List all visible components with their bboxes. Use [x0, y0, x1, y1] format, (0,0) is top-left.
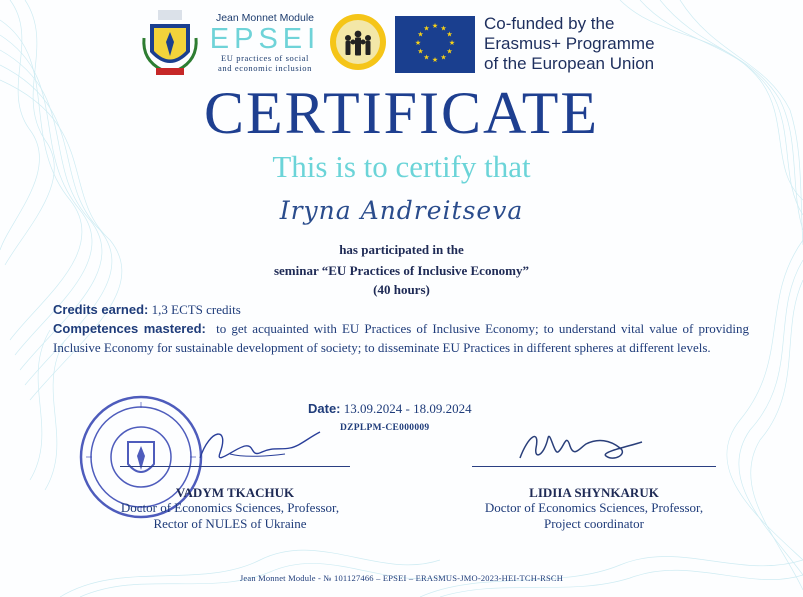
signatory-role-left-2: Rector of NULES of Ukraine	[153, 516, 307, 531]
module-name: EPSEI	[209, 23, 321, 55]
signatory-name-left: VADYM TKACHUK	[175, 485, 295, 500]
signatory-role-left-1: Doctor of Economics Sciences, Professor,	[120, 500, 340, 515]
erasmus-line2: Erasmus+ Programme	[484, 34, 655, 53]
group-circle-logo	[328, 12, 388, 72]
svg-text:★: ★	[423, 24, 430, 33]
recipient-name: Iryna Andreitseva	[279, 196, 524, 225]
eu-flag-icon	[395, 16, 475, 73]
credits-label: Credits earned:	[53, 302, 149, 317]
epsei-logo	[204, 12, 326, 78]
university-crest-icon	[140, 8, 200, 78]
credits-line	[53, 301, 241, 319]
seminar-text: seminar “EU Practices of Inclusive Economy”	[273, 263, 530, 278]
svg-text:★: ★	[440, 53, 447, 62]
svg-text:★: ★	[431, 56, 439, 64]
svg-text:★: ★	[448, 39, 456, 47]
certificate-title: CERTIFICATE	[203, 80, 600, 146]
svg-text:★: ★	[431, 22, 439, 30]
erasmus-line1: Co-funded by the	[484, 14, 615, 33]
signatory-name-right: LIDIIA SHYNKARUK	[529, 485, 659, 500]
participated-text: has participated in the	[339, 242, 464, 257]
certificate-code: DZPLPM-CE000009	[340, 423, 430, 433]
module-sub-line1: EU practices of social	[220, 53, 309, 63]
signatory-role-right-2: Project coordinator	[544, 516, 644, 531]
date-label: Date:	[308, 401, 341, 416]
svg-text:★: ★	[446, 47, 453, 56]
svg-text:★: ★	[414, 39, 422, 47]
svg-text:★: ★	[417, 47, 424, 56]
erasmus-line3: of the European Union	[484, 54, 655, 73]
svg-text:★: ★	[423, 53, 430, 62]
competences-value: to get acquainted with EU Practices of Inclusive Economy; to understand vital value of providing Inclusive Economy for sustainable development of society; to disseminate EU Practices in different spheres at different levels.	[53, 321, 750, 355]
signatory-role-right-1: Doctor of Economics Sciences, Professor,	[484, 500, 704, 515]
erasmus-cofunded-text	[484, 14, 655, 74]
module-top-label: Jean Monnet Module	[215, 12, 315, 24]
signature-line-right	[472, 466, 716, 467]
certify-text: This is to certify that	[272, 149, 531, 184]
svg-text:★: ★	[440, 24, 447, 33]
date-value: 13.09.2024 - 18.09.2024	[343, 401, 472, 416]
module-sub-line2: and economic inclusion	[218, 62, 312, 73]
competences-label: Competences mastered:	[53, 321, 206, 336]
svg-text:★: ★	[417, 30, 424, 39]
footer-text: Jean Monnet Module - № 101127466 – EPSEI – ERASMUS-JMO-2023-HEI-TCH-RSCH	[239, 573, 564, 583]
competences-paragraph	[53, 319, 749, 357]
credits-value: 1,3 ECTS credits	[151, 302, 241, 317]
hours-text: (40 hours)	[373, 282, 430, 297]
date-line	[308, 401, 472, 417]
svg-text:★: ★	[446, 30, 453, 39]
signature-line-left	[120, 466, 350, 467]
